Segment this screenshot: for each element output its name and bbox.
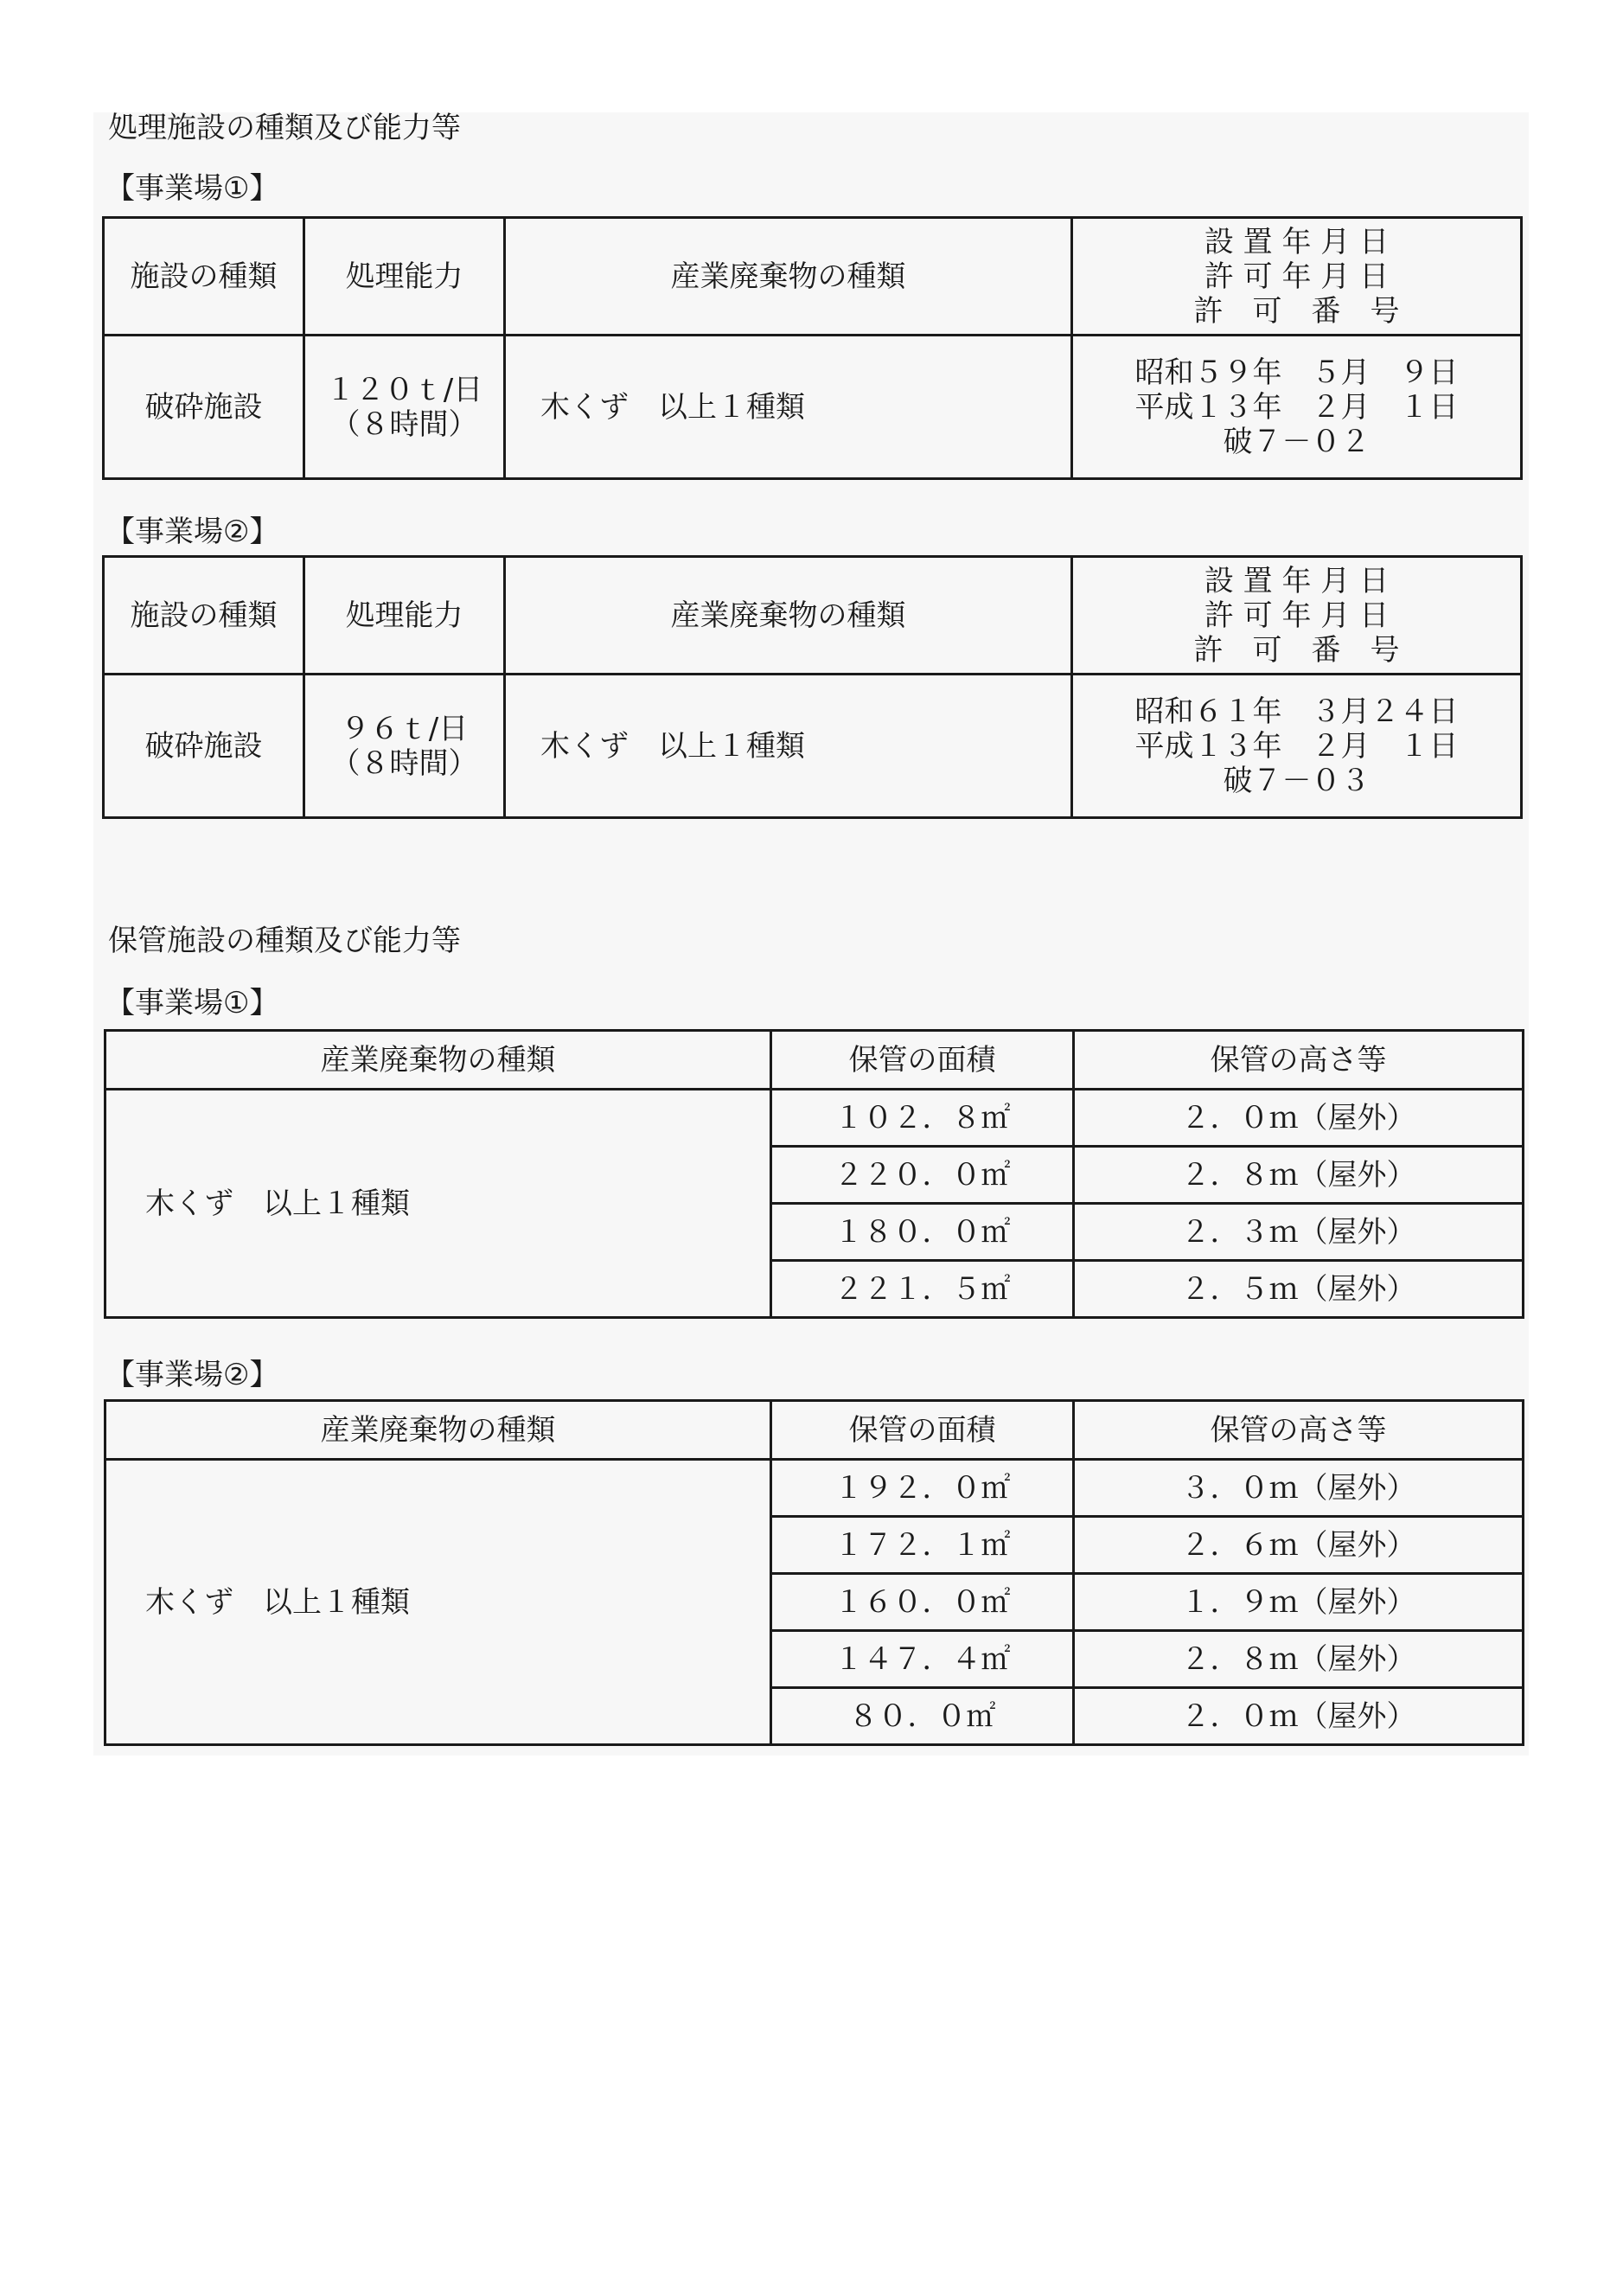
header-facility-type: 施設の種類 [104, 218, 304, 336]
area-cell: １４７．４㎡ [771, 1631, 1074, 1688]
capacity-value: １２０ｔ/日 [325, 372, 483, 407]
capacity-cell [304, 675, 505, 818]
waste-type-cell: 木くず 以上１種類 [505, 675, 1072, 818]
header-waste-type: 産業廃棄物の種類 [505, 557, 1072, 675]
height-cell: ２．５ｍ（屋外） [1074, 1261, 1524, 1318]
header-permit-date: 許 可 年 月 日 [1204, 259, 1390, 294]
treatment-site1-table [102, 216, 1523, 480]
header-install-date: 設 置 年 月 日 [1204, 563, 1390, 598]
treatment-site2-table [102, 555, 1523, 819]
table-row [105, 1460, 1524, 1517]
permit-number: 破７－０２ [1223, 424, 1371, 459]
storage-section-title: 保管施設の種類及び能力等 [108, 924, 461, 958]
height-cell: ２．０ｍ（屋外） [1074, 1688, 1524, 1745]
install-date: 昭和６１年 ３月２４日 [1134, 694, 1459, 729]
area-cell: １８０．０㎡ [771, 1204, 1074, 1261]
capacity-value: ９６ｔ/日 [340, 711, 469, 746]
header-facility-type: 施設の種類 [104, 557, 304, 675]
height-cell: １．９ｍ（屋外） [1074, 1574, 1524, 1631]
capacity-hours: （８時間） [330, 406, 478, 442]
header-waste-type: 産業廃棄物の種類 [505, 218, 1072, 336]
header-waste-type: 産業廃棄物の種類 [105, 1401, 771, 1460]
treatment-site2-label: 【事業場②】 [105, 515, 279, 549]
header-permit-date: 許 可 年 月 日 [1204, 598, 1390, 633]
permit-date: 平成１３年 ２月 １日 [1134, 389, 1459, 425]
waste-type-cell: 木くず 以上１種類 [105, 1460, 771, 1745]
height-cell: ２．０ｍ（屋外） [1074, 1090, 1524, 1147]
table-header-row [105, 1031, 1524, 1090]
waste-type-cell: 木くず 以上１種類 [105, 1090, 771, 1318]
table-header-row [105, 1401, 1524, 1460]
treatment-section-title: 処理施設の種類及び能力等 [108, 111, 461, 145]
area-cell: １９２．０㎡ [771, 1460, 1074, 1517]
treatment-site1-label: 【事業場①】 [105, 171, 279, 206]
dates-cell [1072, 675, 1522, 818]
dates-cell [1072, 336, 1522, 479]
capacity-hours: （８時間） [330, 745, 478, 781]
height-cell: ２．６ｍ（屋外） [1074, 1517, 1524, 1574]
header-permit-number: 許 可 番 号 [1193, 293, 1400, 329]
header-height: 保管の高さ等 [1074, 1401, 1524, 1460]
header-permit-number: 許 可 番 号 [1193, 632, 1400, 668]
permit-date: 平成１３年 ２月 １日 [1134, 728, 1459, 764]
header-dates [1072, 218, 1522, 336]
height-cell: ３．０ｍ（屋外） [1074, 1460, 1524, 1517]
capacity-cell [304, 336, 505, 479]
header-area: 保管の面積 [771, 1401, 1074, 1460]
header-waste-type: 産業廃棄物の種類 [105, 1031, 771, 1090]
header-install-date: 設 置 年 月 日 [1204, 224, 1390, 259]
install-date: 昭和５９年 ５月 ９日 [1134, 355, 1459, 390]
storage-site1-label: 【事業場①】 [105, 986, 279, 1020]
waste-type-cell: 木くず 以上１種類 [505, 336, 1072, 479]
header-capacity: 処理能力 [304, 218, 505, 336]
header-dates [1072, 557, 1522, 675]
table-row [105, 1090, 1524, 1147]
table-row [104, 336, 1522, 479]
facility-type-cell: 破砕施設 [104, 675, 304, 818]
height-cell: ２．８ｍ（屋外） [1074, 1147, 1524, 1204]
facility-type-cell: 破砕施設 [104, 336, 304, 479]
table-row [104, 675, 1522, 818]
height-cell: ２．３ｍ（屋外） [1074, 1204, 1524, 1261]
permit-number: 破７－０３ [1223, 763, 1371, 798]
storage-site2-table [104, 1399, 1524, 1746]
storage-site1-table [104, 1029, 1524, 1319]
area-cell: １７２．１㎡ [771, 1517, 1074, 1574]
area-cell: ２２０．０㎡ [771, 1147, 1074, 1204]
header-height: 保管の高さ等 [1074, 1031, 1524, 1090]
header-capacity: 処理能力 [304, 557, 505, 675]
area-cell: １６０．０㎡ [771, 1574, 1074, 1631]
height-cell: ２．８ｍ（屋外） [1074, 1631, 1524, 1688]
area-cell: ８０．０㎡ [771, 1688, 1074, 1745]
area-cell: ２２１．５㎡ [771, 1261, 1074, 1318]
table-header-row [104, 218, 1522, 336]
header-area: 保管の面積 [771, 1031, 1074, 1090]
area-cell: １０２．８㎡ [771, 1090, 1074, 1147]
table-header-row [104, 557, 1522, 675]
storage-site2-label: 【事業場②】 [105, 1358, 279, 1392]
